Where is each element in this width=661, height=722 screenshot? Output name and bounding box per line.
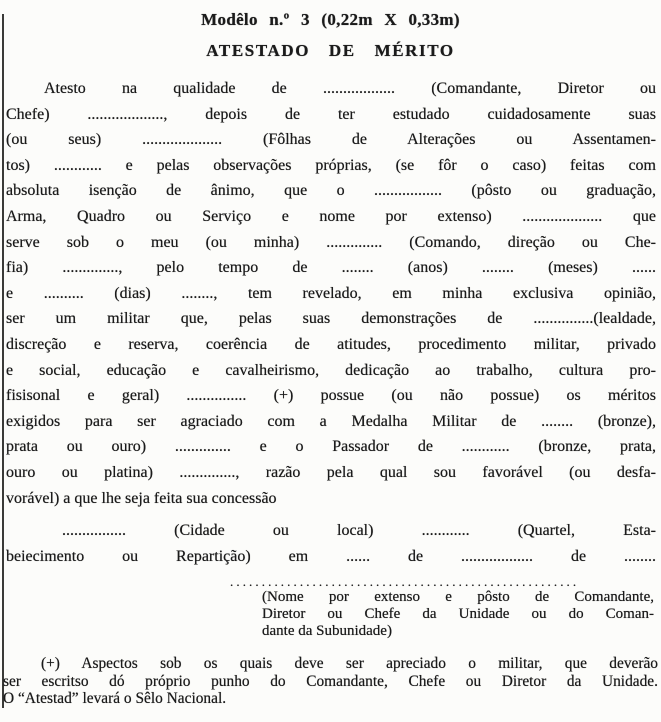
- body-text-line: serve sob o meu (ou minha) .............. (Comando, direção ou Che-: [6, 233, 656, 251]
- document-title: ATESTADO DE MÉRITO: [206, 41, 455, 60]
- closing-text-line: beiecimento ou Repartição) em ...... de .................. de ........: [6, 547, 656, 565]
- body-text-line: (ou seus) .................... (Fôlhas de Alterações ou Assentamen-: [6, 131, 656, 149]
- body-text-line: absoluta isenção de ânimo, que o ................. (pôsto ou graduação,: [6, 182, 656, 200]
- body-text-line: e social, educação e cavalheirismo, dedicação ao trabalho, cultura pro-: [6, 361, 656, 379]
- body-text-line: e .......... (dias) ........, tem revelado, em minha exclusiva opinião,: [6, 284, 656, 302]
- body-text-line: exigidos para ser agraciado com a Medalha Militar de ........ (bronze),: [6, 412, 656, 430]
- signature-caption-line: Diretor ou Chefe da Unidade ou do Coman-: [262, 605, 654, 622]
- main-paragraph: [6, 76, 656, 511]
- body-text-line: Arma, Quadro ou Serviço e nome por extenso) .................... que: [6, 207, 656, 225]
- body-text-line: prata ou ouro) .............. e o Passador de ............ (bronze, prata,: [6, 438, 656, 456]
- page-edge-rule: [2, 14, 4, 708]
- footnote-block: [3, 655, 658, 708]
- body-text-line: ser um militar que, pelas suas demonstrações de ...............(lealdade,: [6, 310, 656, 328]
- document-header: [0, 10, 661, 61]
- body-text-line: ouro ou platina) .............., razão pela qual sou favorável (ou desfa-: [6, 463, 656, 481]
- model-number-line: Modêlo n.º 3 (0,22m X 0,33m): [201, 10, 460, 29]
- signature-dotted-line: .......................................................: [230, 574, 580, 589]
- footnote-text-line: (+) Aspectos sob os quais deve ser apreciado o militar, que deverão: [41, 655, 658, 672]
- closing-text-line: ................ (Cidade ou local) ............ (Quartel, Esta-: [62, 522, 656, 539]
- signature-caption-line: dante da Subunidade): [262, 622, 392, 639]
- body-text-line: tos) ............ e pelas observações próprias, (se fôr o caso) feitas com: [6, 156, 656, 174]
- body-text-line: Chefe) ..................., depois de ter estudado cuidadosamente suas: [6, 105, 656, 123]
- signature-block: [230, 574, 656, 640]
- body-text-line: Atesto na qualidade de .................. (Comandante, Diretor ou: [44, 80, 656, 97]
- closing-paragraph: [6, 518, 656, 569]
- signature-caption-line: (Nome por extenso e pôsto de Comandante,: [262, 589, 654, 605]
- body-text-line: discreção e reserva, coerência de atitudes, procedimento militar, privado: [6, 335, 656, 353]
- body-text-line: fia) .............., pelo tempo de ........ (anos) ........ (meses) ......: [6, 259, 656, 277]
- signature-caption: [262, 589, 654, 640]
- body-text-line: fisisonal e geral) ............... (+) possue (ou não possue) os méritos: [6, 387, 656, 405]
- footnote-text-line: O “Atestad” levará o Sêlo Nacional.: [3, 690, 227, 708]
- body-text-line: vorável) a que lhe seja feita sua concessão: [6, 489, 277, 507]
- footnote-text-line: ser escritso dó próprio punho do Comandante, Chefe ou Diretor da Unidade.: [3, 672, 658, 690]
